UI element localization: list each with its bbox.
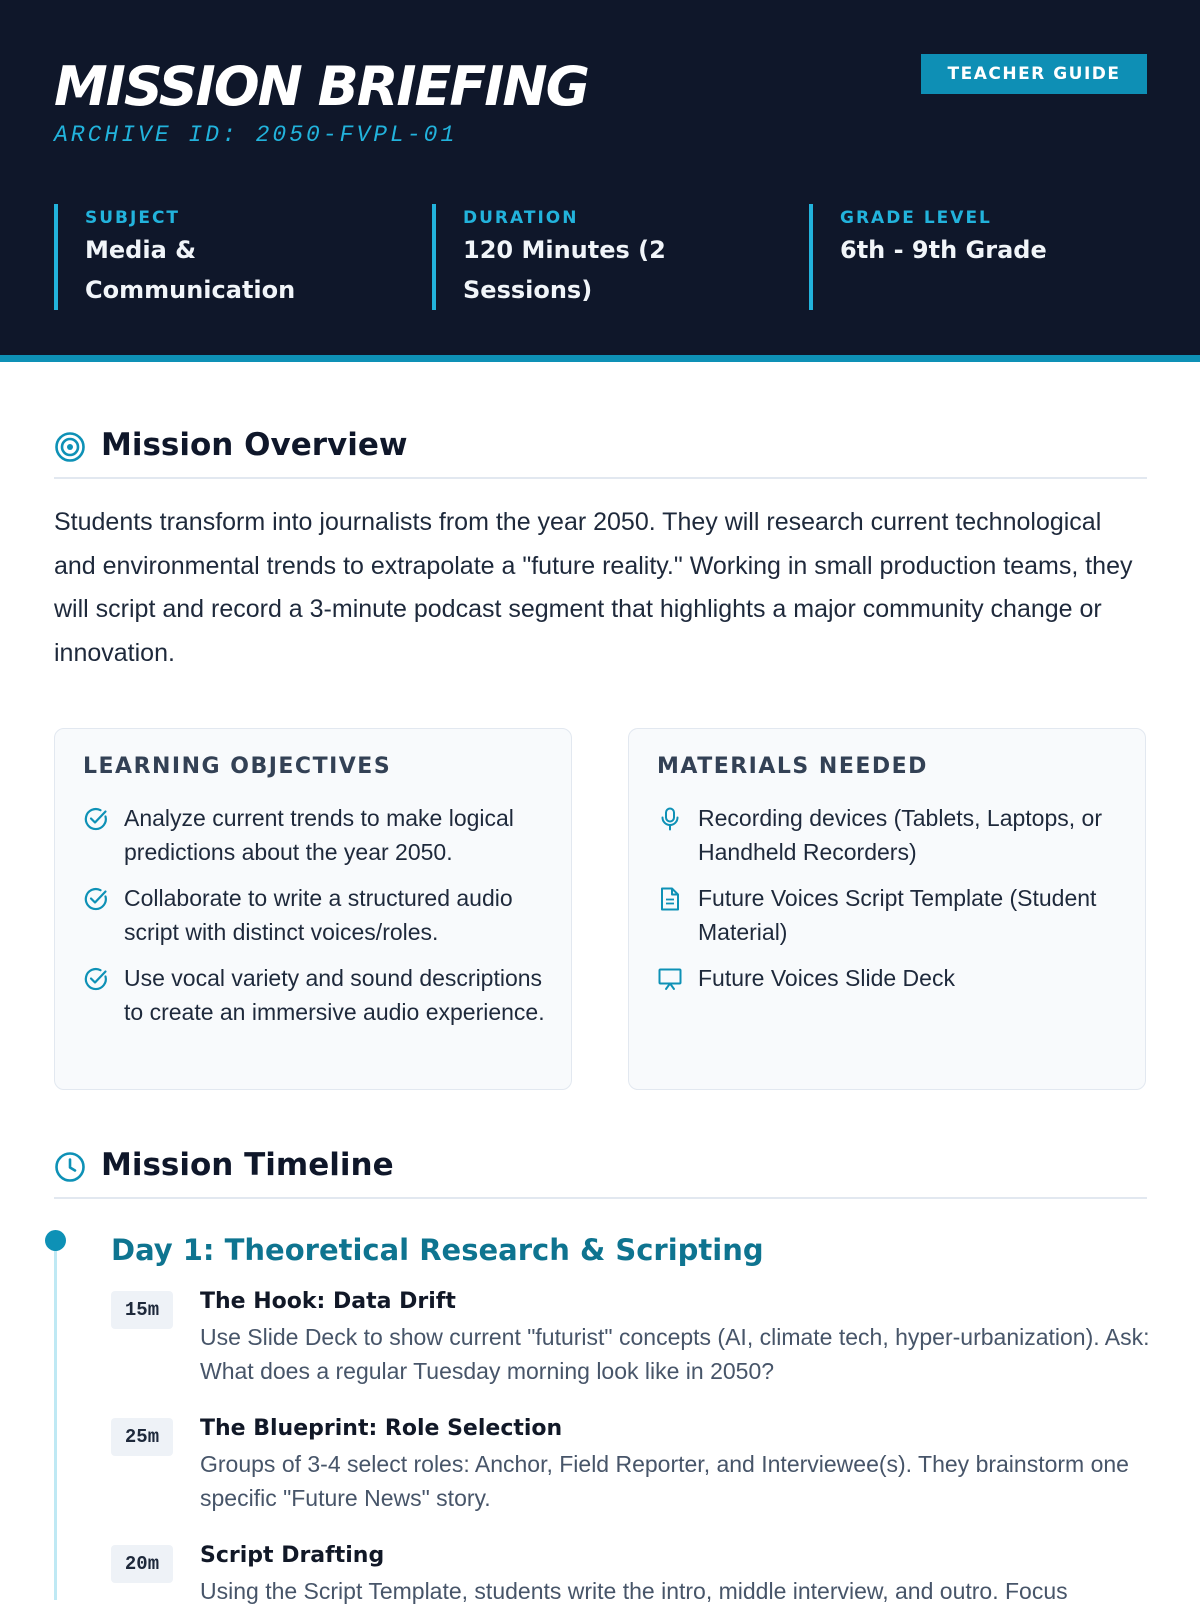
meta-value: 120 Minutes (2 Sessions) [463,236,666,304]
material-text: Recording devices (Tablets, Laptops, or Handheld Recorders) [698,805,1102,865]
meta-value: 6th - 9th Grade [840,236,1047,264]
overview-section-header [54,417,1147,479]
objectives-list [83,801,548,1041]
step-title: Script Drafting [200,1543,385,1568]
microphone-icon [657,806,683,832]
material-text: Future Voices Slide Deck [698,965,955,991]
list-item [83,961,548,1029]
meta-duration [432,204,752,310]
step-title: The Blueprint: Role Selection [200,1416,563,1441]
step-title: The Hook: Data Drift [200,1289,456,1314]
meta-grade-level [809,204,1129,310]
timeline-line [54,1244,57,1600]
materials-list [657,801,1122,1007]
list-item [657,961,1122,995]
presentation-icon [657,966,683,992]
objective-text: Use vocal variety and sound descriptions to create an immersive audio experience. [124,965,545,1025]
material-text: Future Voices Script Template (Student Material) [698,885,1097,945]
document-icon [657,886,683,912]
step-description: Use Slide Deck to show current "futurist" concepts (AI, climate tech, hyper-urbanization). Ask: What does a regular Tuesday morning look like in 2050? [200,1324,1150,1384]
page-title: MISSION BRIEFING [54,55,588,118]
check-circle-icon [83,966,109,992]
overview-text: Students transform into journalists from the year 2050. They will research current technological and environmental trends to extrapolate a "future reality." Working in small production teams, they will script and record a 3-minute podcast segment that highlights a major community change or innovation. [54,508,1133,667]
materials-needed-card [628,728,1146,1090]
target-icon [54,431,86,463]
meta-label: SUBJECT [85,208,181,228]
header [0,0,1200,362]
meta-label: GRADE LEVEL [840,208,992,228]
overview-heading: Mission Overview [101,427,408,463]
check-circle-icon [83,806,109,832]
teacher-guide-badge: TEACHER GUIDE [921,54,1147,94]
objectives-heading: LEARNING OBJECTIVES [83,754,392,779]
archive-id: ARCHIVE ID: 2050-FVPL-01 [54,122,458,148]
list-item [657,801,1122,869]
list-item [83,881,548,949]
meta-label: DURATION [463,208,579,228]
objective-text: Analyze current trends to make logical predictions about the year 2050. [124,805,514,865]
step-duration: 25m [111,1418,173,1456]
meta-value: Media & Communication [85,236,296,304]
step-duration: 20m [111,1545,173,1583]
timeline-heading: Mission Timeline [101,1147,394,1183]
timeline-section-header [54,1137,1147,1199]
list-item [83,801,548,869]
objective-text: Collaborate to write a structured audio script with distinct voices/roles. [124,885,513,945]
clock-icon [54,1151,86,1183]
timeline-dot [45,1230,66,1251]
list-item [657,881,1122,949]
check-circle-icon [83,886,109,912]
step-description: Using the Script Template, students write the intro, middle interview, and outro. Focus [200,1578,1068,1604]
step-description: Groups of 3-4 select roles: Anchor, Field Reporter, and Interviewee(s). They brainstorm one specific "Future News" story. [200,1451,1129,1511]
step-duration: 15m [111,1291,173,1329]
meta-subject [54,204,374,310]
day-title: Day 1: Theoretical Research & Scripting [111,1233,764,1267]
materials-heading: MATERIALS NEEDED [657,754,928,779]
learning-objectives-card [54,728,572,1090]
